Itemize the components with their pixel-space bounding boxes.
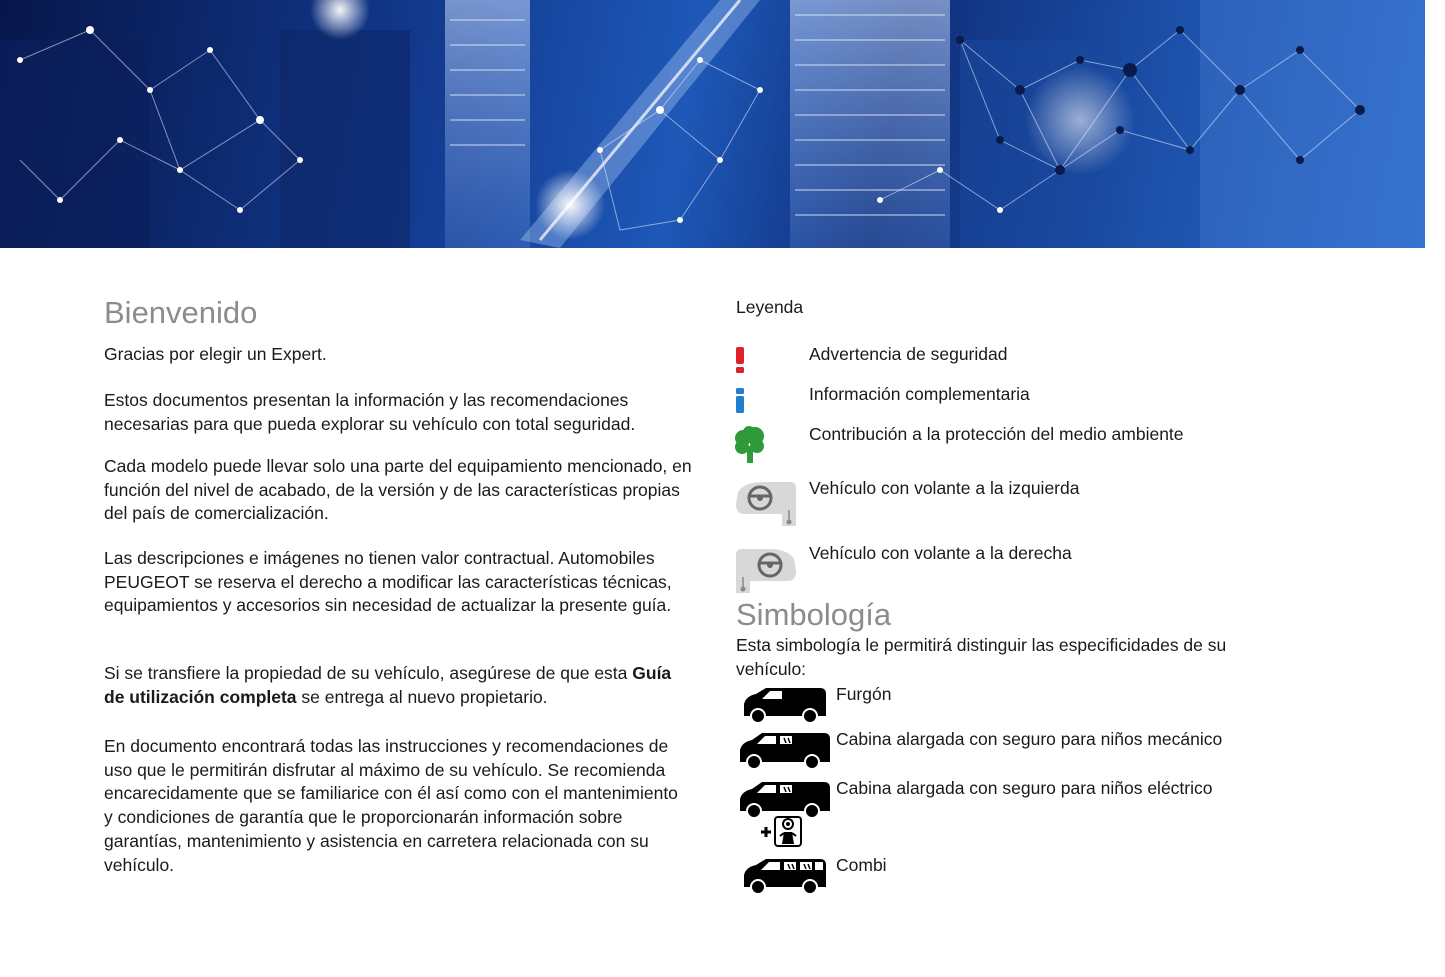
symbology-title: Simbología xyxy=(736,597,892,632)
paragraph-5-text-end: se entrega al nuevo propietario. xyxy=(296,686,548,707)
guide-title-bold: Guía de utilización completa xyxy=(104,663,672,707)
symbology-label-van: Furgón xyxy=(836,684,892,704)
welcome-paragraph-2: Estos documentos presentan la información y las recomendaciones necesarias para que pueda explorar su vehículo con total seguridad. xyxy=(104,390,636,434)
legend-label-right-drive: Vehículo con volante a la derecha xyxy=(809,543,1072,563)
city-network-banner-icon xyxy=(0,0,1425,248)
welcome-title: Bienvenido xyxy=(104,295,258,330)
symbology-label-extended-cab-electric: Cabina alargada con seguro para niños eléctrico xyxy=(836,778,1213,798)
symbology-description: Esta simbología le permitirá distinguir las especificidades de su vehículo: xyxy=(736,635,1227,679)
welcome-paragraph-1: Gracias por elegir un Expert. xyxy=(104,344,327,364)
legend-title: Leyenda xyxy=(736,297,804,317)
extended-cab-icon xyxy=(736,730,832,770)
info-icon xyxy=(733,387,747,415)
paragraph-5-text-start: Si se transfiere la propiedad de su vehículo, asegúrese de que esta xyxy=(104,663,633,683)
welcome-paragraph-4: Las descripciones e imágenes no tienen valor contractual. Automobiles PEUGEOT se reserva el derecho a modificar las características técnicas, equipamientos y accesorios sin necesidad de actualizar la presente guía. xyxy=(104,548,672,616)
legend-label-left-drive: Vehículo con volante a la izquierda xyxy=(809,478,1080,498)
extended-cab-electric-lock-icon xyxy=(736,779,832,819)
combi-icon xyxy=(740,857,828,895)
legend-label-warning: Advertencia de seguridad xyxy=(809,344,1008,364)
van-icon xyxy=(740,686,828,724)
left-hand-drive-icon xyxy=(734,478,798,528)
symbology-label-extended-cab-mechanical: Cabina alargada con seguro para niños mecánico xyxy=(836,729,1223,749)
warning-exclamation-icon xyxy=(733,346,747,374)
welcome-paragraph-6: En documento encontrará todas las instrucciones y recomendaciones de uso que le permitirán disfrutar al máximo de su vehículo. Se recomienda encarecidamente que se familiarice con él así como con el mantenimiento y condiciones de garantía que le proporcionarán información sobre garantías, mantenimiento y asistencia en carretera relacionada con su vehículo. xyxy=(104,736,678,875)
legend-label-info: Información complementaria xyxy=(809,384,1030,404)
symbology-label-combi: Combi xyxy=(836,855,887,875)
tree-icon xyxy=(733,426,767,464)
legend-label-environment: Contribución a la protección del medio ambiente xyxy=(809,424,1184,444)
welcome-paragraph-5 xyxy=(104,662,694,709)
welcome-paragraph-3: Cada modelo puede llevar solo una parte del equipamiento mencionado, en función del nivel de acabado, de la versión y de las características propias del país de comercialización. xyxy=(104,456,692,524)
header-banner xyxy=(0,0,1425,248)
child-lock-plus-icon xyxy=(758,814,804,848)
right-hand-drive-icon xyxy=(734,545,798,595)
